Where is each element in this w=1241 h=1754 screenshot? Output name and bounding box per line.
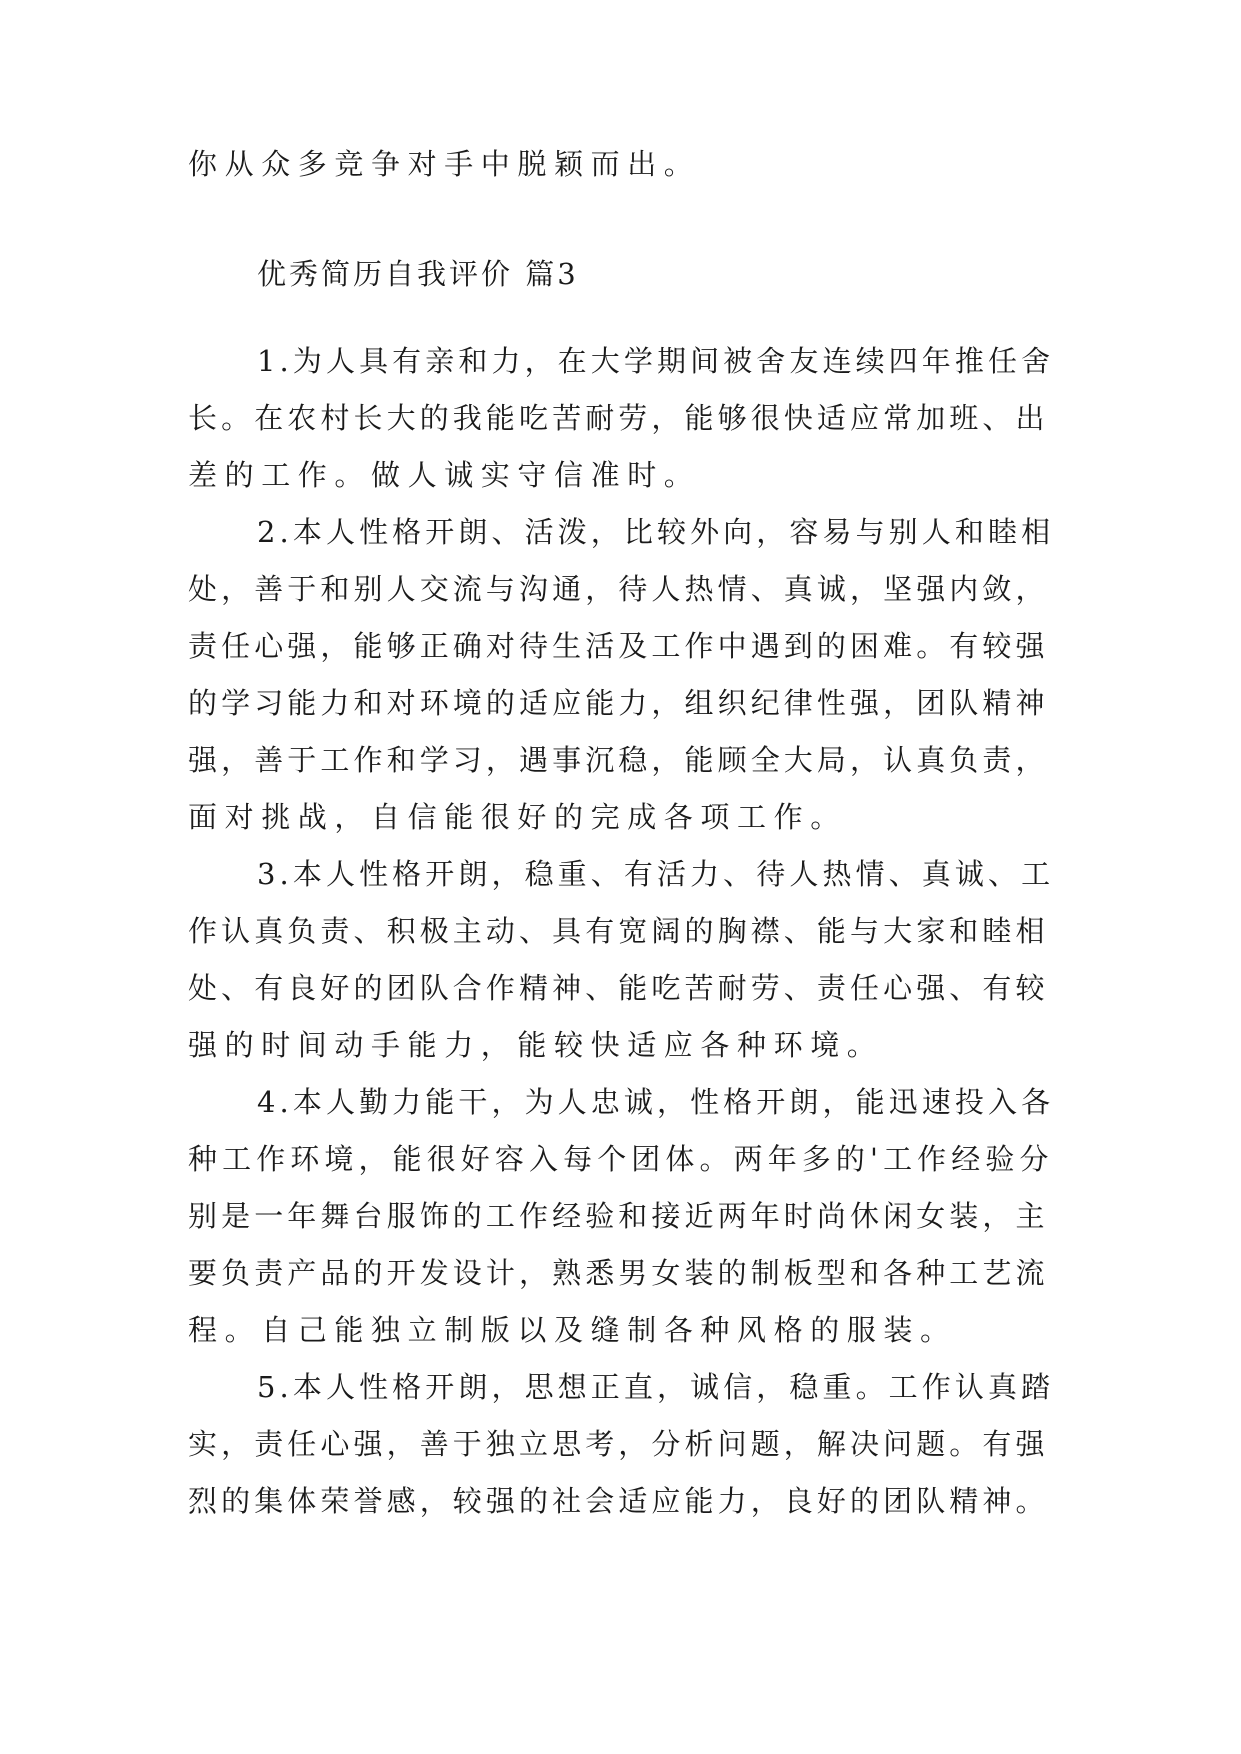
paragraph-line: 4.本人勤力能干，为人忠诚，性格开朗，能迅速投入各: [257, 1085, 1055, 1119]
paragraph-line: 责任心强，能够正确对待生活及工作中遇到的困难。有较强: [188, 629, 1049, 663]
paragraph-line: 强的时间动手能力，能较快适应各种环境。: [188, 1028, 884, 1062]
paragraph-line: 的学习能力和对环境的适应能力，组织纪律性强，团队精神: [188, 686, 1049, 720]
paragraph-line: 烈的集体荣誉感，较强的社会适应能力，良好的团队精神。: [188, 1484, 1049, 1518]
paragraph-line: 别是一年舞台服饰的工作经验和接近两年时尚休闲女装，主: [188, 1199, 1049, 1233]
paragraph-line: 程。自己能独立制版以及缝制各种风格的服装。: [188, 1313, 957, 1347]
paragraph-line: 长。在农村长大的我能吃苦耐劳，能够很快适应常加班、出: [188, 401, 1049, 435]
paragraph-line: 强，善于工作和学习，遇事沉稳，能顾全大局，认真负责，: [188, 743, 1049, 777]
section-heading: 优秀简历自我评价 篇3: [257, 257, 579, 291]
paragraph-line: 作认真负责、积极主动、具有宽阔的胸襟、能与大家和睦相: [188, 914, 1049, 948]
paragraph-line: 处，善于和别人交流与沟通，待人热情、真诚，坚强内敛，: [188, 572, 1049, 606]
paragraph-line: 面对挑战，自信能很好的完成各项工作。: [188, 800, 847, 834]
paragraph-line: 实，责任心强，善于独立思考，分析问题，解决问题。有强: [188, 1427, 1049, 1461]
paragraph-line: 处、有良好的团队合作精神、能吃苦耐劳、责任心强、有较: [188, 971, 1049, 1005]
intro-line: 你从众多竞争对手中脱颖而出。: [188, 147, 701, 181]
paragraph-line: 1.为人具有亲和力，在大学期间被舍友连续四年推任舍: [257, 344, 1055, 378]
paragraph-line: 种工作环境，能很好容入每个团体。两年多的'工作经验分: [188, 1142, 1054, 1176]
paragraph-line: 2.本人性格开朗、活泼，比较外向，容易与别人和睦相: [257, 515, 1055, 549]
paragraph-line: 5.本人性格开朗，思想正直，诚信，稳重。工作认真踏: [257, 1370, 1055, 1404]
paragraph-line: 差的工作。做人诚实守信准时。: [188, 458, 701, 492]
paragraph-line: 3.本人性格开朗，稳重、有活力、待人热情、真诚、工: [257, 857, 1055, 891]
paragraph-line: 要负责产品的开发设计，熟悉男女装的制板型和各种工艺流: [188, 1256, 1049, 1290]
